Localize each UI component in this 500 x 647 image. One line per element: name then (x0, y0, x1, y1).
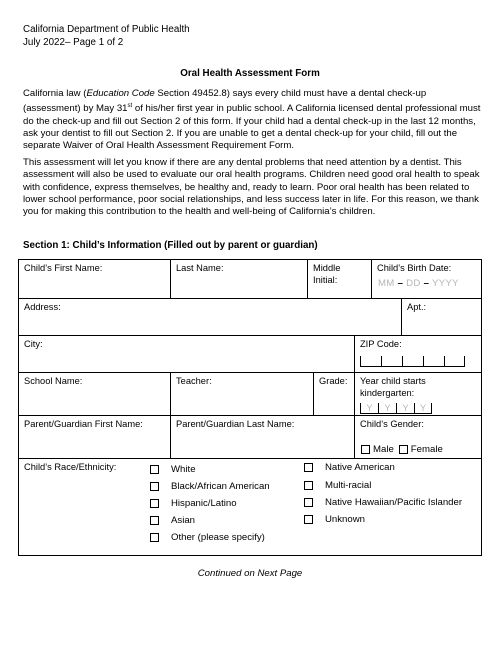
intro-paragraph-1: California law (Education Code Section 49452.8) says every child must have a dental check-up (assessment) by May 31st of his/her first year in public school. A California licensed dental professional must do the check-up and fill out Section 2 of this form. If your child had a dental check-up in the last 12 months, ask your dentist to fill out Section 2. If you are unable to get a dental check-up for your child, fill out the separate Waiver of Oral Health Assessment Requirement Form. (23, 88, 481, 152)
race-option-native-american[interactable] (304, 462, 395, 473)
asian-label: Asian (171, 515, 195, 526)
birth-date-placeholder: MM – DD – YYYY (378, 278, 459, 289)
zip-code-boxes (360, 356, 465, 367)
year-digit-box: Y (378, 403, 396, 414)
agency-name: California Department of Public Health (23, 24, 190, 35)
native-american-checkbox[interactable] (304, 463, 313, 472)
year-digit-box: Y (360, 403, 378, 414)
zip-digit-box (402, 356, 423, 367)
male-checkbox[interactable] (361, 445, 370, 454)
other-checkbox[interactable] (150, 533, 159, 542)
continued-note: Continued on Next Page (197, 568, 303, 579)
hawaiian-checkbox[interactable] (304, 498, 313, 507)
child-gender-field (354, 415, 482, 459)
document-header (23, 23, 190, 49)
address-field[interactable] (18, 298, 402, 336)
female-label: Female (410, 444, 443, 455)
race-option-hispanic[interactable] (150, 498, 237, 509)
city-field[interactable] (18, 335, 355, 373)
parent-last-name-field[interactable] (170, 415, 355, 459)
zip-digit-box (360, 356, 381, 367)
race-ethnicity-label: Child’s Race/Ethnicity: (24, 462, 117, 472)
grade-field[interactable] (313, 372, 355, 416)
address-label: Address: (24, 302, 61, 312)
zip-code-label: ZIP Code: (360, 339, 402, 349)
white-checkbox[interactable] (150, 465, 159, 474)
multi-racial-checkbox[interactable] (304, 481, 313, 490)
native-american-label: Native American (325, 462, 395, 473)
teacher-field[interactable] (170, 372, 314, 416)
race-option-unknown[interactable] (304, 514, 365, 525)
teacher-label: Teacher: (176, 376, 212, 386)
child-last-name-label: Last Name: (176, 263, 224, 273)
zip-digit-box (423, 356, 444, 367)
birth-date-field[interactable] (371, 259, 482, 299)
black-label: Black/African American (171, 481, 270, 492)
race-option-hawaiian[interactable] (304, 497, 462, 508)
parent-first-name-label: Parent/Guardian First Name: (24, 419, 143, 429)
race-option-white[interactable] (150, 464, 196, 475)
form-title: Oral Health Assessment Form (180, 68, 320, 79)
zip-code-field[interactable] (354, 335, 482, 373)
asian-checkbox[interactable] (150, 516, 159, 525)
page-info: July 2022– Page 1 of 2 (23, 37, 124, 48)
apt-label: Apt.: (407, 302, 427, 312)
hispanic-label: Hispanic/Latino (171, 498, 237, 509)
child-gender-label: Child’s Gender: (360, 419, 424, 429)
hispanic-checkbox[interactable] (150, 499, 159, 508)
other-label: Other (please specify) (171, 532, 265, 543)
child-first-name-label: Child’s First Name: (24, 263, 103, 273)
unknown-checkbox[interactable] (304, 515, 313, 524)
kindergarten-year-boxes (360, 403, 432, 414)
parent-first-name-field[interactable] (18, 415, 171, 459)
zip-digit-box (444, 356, 465, 367)
zip-digit-box (381, 356, 402, 367)
middle-initial-field[interactable] (307, 259, 372, 299)
female-checkbox[interactable] (399, 445, 408, 454)
middle-initial-label: Middle Initial: (313, 263, 341, 285)
white-label: White (171, 464, 196, 475)
race-option-black[interactable] (150, 481, 270, 492)
city-label: City: (24, 339, 43, 349)
school-name-label: School Name: (24, 376, 83, 386)
race-ethnicity-field (18, 458, 482, 556)
race-option-multi-racial[interactable] (304, 480, 371, 491)
gender-options (361, 444, 443, 455)
intro-paragraph-2: This assessment will let you know if there are any dental problems that need attention by a dentist. This assessment will also be used to evaluate our oral health programs. Children need good oral health to speak with confidence, express themselves, be healthy and, ready to learn. Poor oral health has been related to lower school performance, poor social relationships, and less success later in life. For this reason, we thank you for making this contribution to the health and well-being of California’s children. (23, 157, 480, 218)
section-1-heading: Section 1: Child’s Information (Filled out by parent or guardian) (23, 240, 318, 251)
parent-last-name-label: Parent/Guardian Last Name: (176, 419, 295, 429)
apt-field[interactable] (401, 298, 482, 336)
kindergarten-year-label: Year child starts kindergarten: (360, 376, 426, 398)
male-label: Male (373, 444, 394, 455)
grade-label: Grade: (319, 376, 348, 386)
black-checkbox[interactable] (150, 482, 159, 491)
year-digit-box: Y (396, 403, 414, 414)
race-option-asian[interactable] (150, 515, 195, 526)
child-first-name-field[interactable] (18, 259, 171, 299)
birth-date-label: Child’s Birth Date: (377, 263, 452, 273)
race-option-other[interactable] (150, 532, 265, 543)
year-digit-box: Y (414, 403, 432, 414)
school-name-field[interactable] (18, 372, 171, 416)
kindergarten-year-field[interactable] (354, 372, 482, 416)
unknown-label: Unknown (325, 514, 365, 525)
child-last-name-field[interactable] (170, 259, 308, 299)
hawaiian-label: Native Hawaiian/Pacific Islander (325, 497, 463, 508)
multi-racial-label: Multi-racial (325, 480, 372, 491)
